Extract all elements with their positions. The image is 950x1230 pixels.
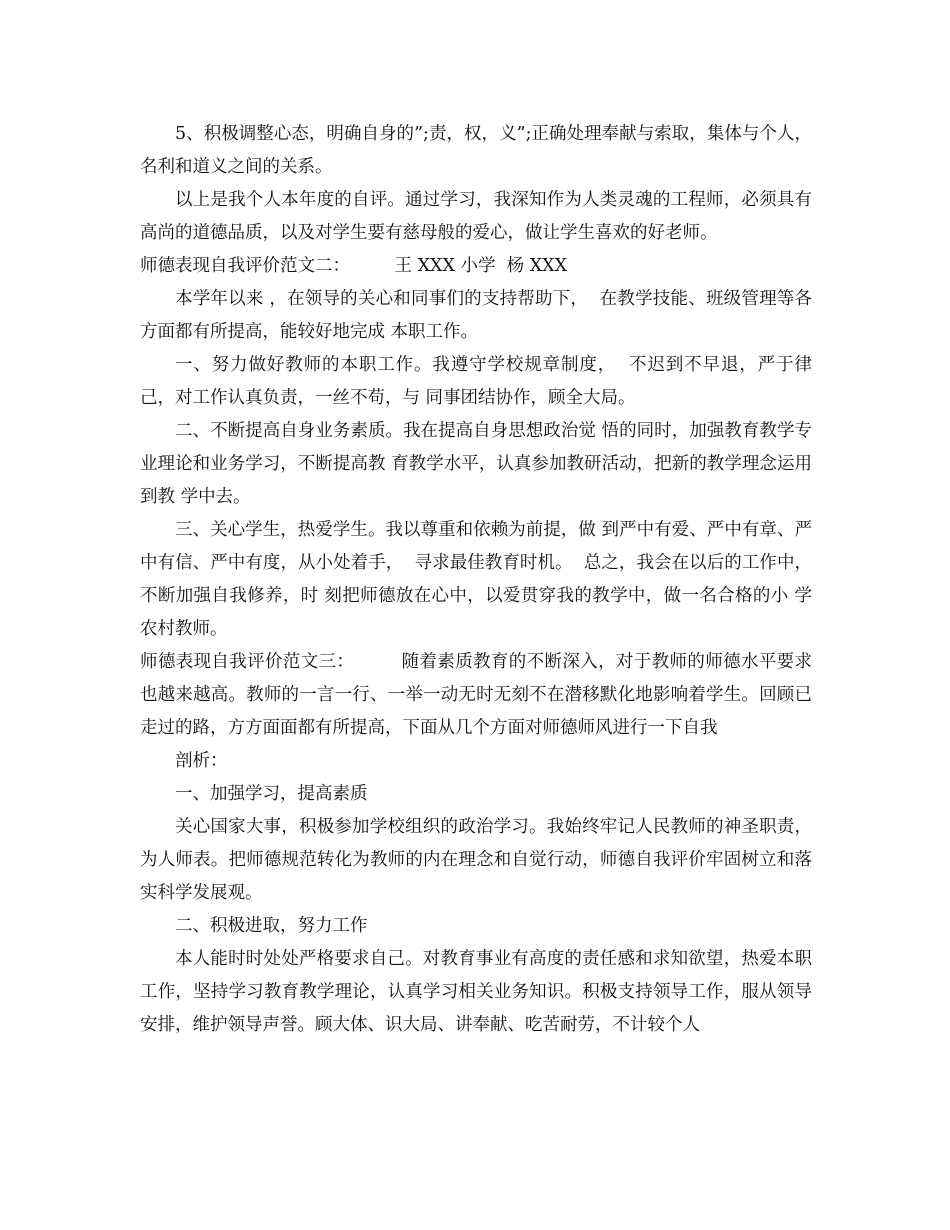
document-body <box>140 118 812 1042</box>
paragraph-self-evaluation-summary: 以上是我个人本年度的自评。通过学习，我深知作为人类灵魂的工程师，必须具有高尚的道德品质，以及对学生要有慈母般的爱心，做让学生喜欢的好老师。 <box>140 190 812 243</box>
paragraph-point-two: 二、不断提高自身业务素质。我在提高自身思想政治觉 悟的同时，加强教育教学专业理论和业务学习，不断提高教 育教学水平，认真参加教研活动，把新的教学理念运用到教 学中去。 <box>140 421 812 507</box>
paragraph-work: 本人能时时处处严格要求自己。对教育事业有高度的责任感和求知欲望，热爱本职工作，坚持学习教育教学理论，认真学习相关业务知识。积极支持领导工作，服从领导安排，维护领导声誉。顾大体、识大局、讲奉献、吃苦耐劳，不计较个人 <box>140 949 812 1035</box>
paragraph-study: 关心国家大事，积极参加学校组织的政治学习。我始终牢记人民教师的神圣职责，为人师表。把师德规范转化为教师的内在理念和自觉行动，师德自我评价牢固树立和落实科学发展观。 <box>140 817 812 903</box>
heading-sample-two: 师德表现自我评价范文二： 王 XXX 小学 杨 XXX <box>140 256 568 276</box>
paragraph-intro-sample-two: 本学年以来 ，在领导的关心和同事们的支持帮助下， 在教学技能、班级管理等各方面都有所提高，能较好地完成 本职工作。 <box>140 289 812 342</box>
paragraph-point-one: 一、努力做好教师的本职工作。我遵守学校规章制度， 不迟到不早退，严于律己，对工作认真负责，一丝不苟，与 同事团结协作，顾全大局。 <box>140 355 812 408</box>
subheading-study: 一、加强学习，提高素质 <box>175 784 368 804</box>
paragraph-point-three: 三、关心学生，热爱学生。我以尊重和依赖为前提，做 到严中有爱、严中有章、严中有信、严中有度，从小处着手， 寻求最佳教育时机。 总之，我会在以后的工作中，不断加强自我修养，时 刻把师德放在心中，以爱贯穿我的教学中，做一名合格的小 学农村教师。 <box>140 520 812 639</box>
paragraph-analysis-label: 剖析： <box>175 751 228 771</box>
heading-sample-three: 师德表现自我评价范文三： 随着素质教育的不断深入，对于教师的师德水平要求也越来越高。教师的一言一行、一举一动无时无刻不在潜移默化地影响着学生。回顾已走过的路，方方面面都有所提高，下面从几个方面对师德师风进行一下自我 <box>140 652 812 738</box>
subheading-work: 二、积极进取，努力工作 <box>175 916 368 936</box>
paragraph-item-5: 5、积极调整心态，明确自身的”;责，权，义”;正确处理奉献与索取，集体与个人，名利和道义之间的关系。 <box>140 124 812 177</box>
